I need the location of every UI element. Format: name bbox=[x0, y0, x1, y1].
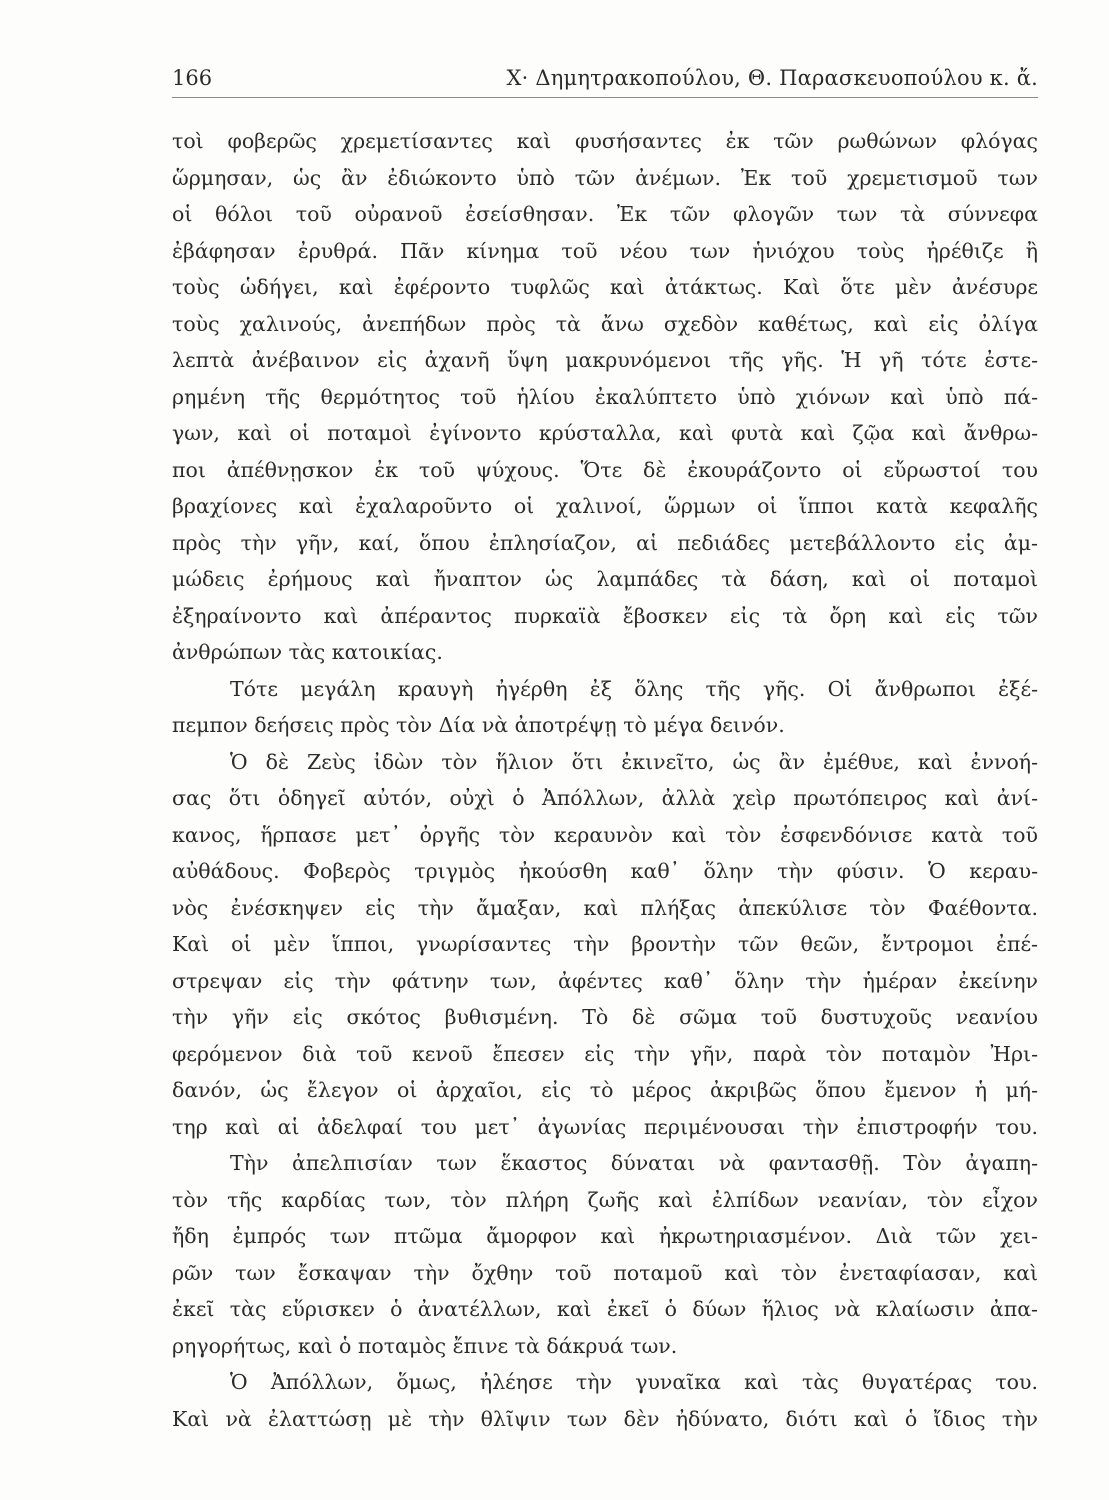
text-line: Τὴν ἀπελπισίαν των ἕκαστος δύναται νὰ φαντασθῇ. Τὸν ἀγαπη- bbox=[230, 1151, 1038, 1175]
text-line: πεμπον δεήσεις πρὸς τὸν Δία νὰ ἀποτρέψῃ τὸ μέγα δεινόν. bbox=[172, 713, 785, 737]
text-line: αὐθάδους. Φοβερὸς τριγμὸς ἠκούσθη καθ᾽ ὅλην τὴν φύσιν. Ὁ κεραυ- bbox=[172, 859, 1038, 883]
text-line: ρηγορήτως, καὶ ὁ ποταμὸς ἔπινε τὰ δάκρυά των. bbox=[172, 1333, 678, 1358]
body-text bbox=[172, 123, 1038, 1437]
text-line: κανος, ἥρπασε μετ᾽ ὀργῆς τὸν κεραυνὸν καὶ τὸν ἐσφενδόνισε κατὰ τοῦ bbox=[172, 822, 1038, 847]
text-line: μώδεις ἐρήμους καὶ ἤναπτον ὡς λαμπάδες τὰ δάση, καὶ οἱ ποταμοὶ bbox=[172, 567, 1038, 591]
running-head: Χ· Δημητρακοπούλου, Θ. Παρασκευοπούλου κ. ἄ. bbox=[506, 66, 1038, 90]
text-line: ρῶν των ἔσκαψαν τὴν ὄχθην τοῦ ποταμοῦ καὶ τὸν ἐνεταφίασαν, καὶ bbox=[172, 1260, 1038, 1285]
text-line: ἐξηραίνοντο καὶ ἀπέραντος πυρκαϊὰ ἔβοσκεν εἰς τὰ ὄρη καὶ εἰς τῶν bbox=[172, 603, 1038, 628]
text-line: Τότε μεγάλη κραυγὴ ἠγέρθη ἐξ ὅλης τῆς γῆς. Οἱ ἄνθρωποι ἐξέ- bbox=[230, 676, 1038, 701]
text-line: τοὶ φοβερῶς χρεμετίσαντες καὶ φυσήσαντες ἐκ τῶν ρωθώνων φλόγας bbox=[172, 129, 1038, 153]
text-line: στρεψαν εἰς τὴν φάτνην των, ἀφέντες καθ᾽ ὅλην τὴν ἡμέραν ἐκείνην bbox=[172, 968, 1038, 993]
text-line: τοὺς χαλινούς, ἀνεπήδων πρὸς τὰ ἄνω σχεδὸν καθέτως, καὶ εἰς ὀλίγα bbox=[172, 311, 1038, 336]
text-line: τὸν τῆς καρδίας των, τὸν πλήρη ζωῆς καὶ ἐλπίδων νεανίαν, τὸν εἶχον bbox=[172, 1187, 1038, 1212]
text-line: οἱ θόλοι τοῦ οὐρανοῦ ἐσείσθησαν. Ἐκ τῶν φλογῶν των τὰ σύννεφα bbox=[172, 202, 1038, 226]
text-line: πρὸς τὴν γῆν, καί, ὅπου ἐπλησίαζον, αἱ πεδιάδες μετεβάλλοντο εἰς ἀμ- bbox=[172, 530, 1038, 555]
text-line: δανόν, ὡς ἔλεγον οἱ ἀρχαῖοι, εἰς τὸ μέρος ἀκριβῶς ὅπου ἔμενον ἡ μή- bbox=[172, 1078, 1038, 1102]
text-line: Καὶ οἱ μὲν ἵπποι, γνωρίσαντες τὴν βροντὴν τῶν θεῶν, ἔντρομοι ἐπέ- bbox=[172, 932, 1038, 956]
text-line: βραχίονες καὶ ἐχαλαροῦντο οἱ χαλινοί, ὥρμων οἱ ἵπποι κατὰ κεφαλῆς bbox=[172, 494, 1038, 518]
text-line: τηρ καὶ αἱ ἀδελφαί του μετ᾽ ἀγωνίας περιμένουσαι τὴν ἐπιστροφήν του. bbox=[172, 1114, 1038, 1139]
text-line: γων, καὶ οἱ ποταμοὶ ἐγίνοντο κρύσταλλα, καὶ φυτὰ καὶ ζῷα καὶ ἄνθρω- bbox=[172, 421, 1038, 445]
text-line: ἀνθρώπων τὰς κατοικίας. bbox=[172, 640, 443, 664]
text-line: ἐκεῖ τὰς εὕρισκεν ὁ ἀνατέλλων, καὶ ἐκεῖ ὁ δύων ἥλιος νὰ κλαίωσιν ἀπα- bbox=[172, 1297, 1038, 1321]
text-line: Ὁ δὲ Ζεὺς ἰδὼν τὸν ἥλιον ὅτι ἐκινεῖτο, ὡς ἂν ἐμέθυε, καὶ ἐννοή- bbox=[230, 749, 1038, 774]
text-line: Καὶ νὰ ἐλαττώσῃ μὲ τὴν θλῖψιν των δὲν ἠδύνατο, διότι καὶ ὁ ἴδιος τὴν bbox=[172, 1406, 1038, 1431]
text-line: ρημένη τῆς θερμότητος τοῦ ἡλίου ἐκαλύπτετο ὑπὸ χιόνων καὶ ὑπὸ πά- bbox=[172, 384, 1038, 409]
text-line: σας ὅτι ὁδηγεῖ αὐτόν, οὐχὶ ὁ Ἀπόλλων, ἀλλὰ χεὶρ πρωτόπειρος καὶ ἀνί- bbox=[172, 786, 1038, 810]
page-number: 166 bbox=[172, 66, 213, 90]
text-line: φερόμενον διὰ τοῦ κενοῦ ἔπεσεν εἰς τὴν γῆν, παρὰ τὸν ποταμὸν Ἠρι- bbox=[172, 1041, 1038, 1066]
text-line: ποι ἀπέθνῃσκον ἐκ τοῦ ψύχους. Ὅτε δὲ ἐκουράζοντο οἱ εὔρωστοί του bbox=[172, 457, 1038, 482]
text-line: λεπτὰ ἀνέβαινον εἰς ἀχανῆ ὕψη μακρυνόμενοι τῆς γῆς. Ἡ γῆ τότε ἐστε- bbox=[172, 348, 1038, 372]
text-line: ἤδη ἐμπρός των πτῶμα ἄμορφον καὶ ἠκρωτηριασμένον. Διὰ τῶν χει- bbox=[172, 1224, 1038, 1248]
page-header bbox=[172, 60, 1038, 96]
text-line: Ὁ Ἀπόλλων, ὅμως, ἠλέησε τὴν γυναῖκα καὶ τὰς θυγατέρας του. bbox=[230, 1370, 1038, 1394]
text-line: ἐβάφησαν ἐρυθρά. Πᾶν κίνημα τοῦ νέου των ἡνιόχου τοὺς ἠρέθιζε ἢ bbox=[172, 238, 1038, 263]
header-rule bbox=[172, 97, 1038, 98]
text-line: νὸς ἐνέσκηψεν εἰς τὴν ἄμαξαν, καὶ πλήξας ἀπεκύλισε τὸν Φαέθοντα. bbox=[172, 895, 1038, 920]
text-line: τοὺς ὡδήγει, καὶ ἐφέροντο τυφλῶς καὶ ἀτάκτως. Καὶ ὅτε μὲν ἀνέσυρε bbox=[172, 275, 1038, 299]
text-line: τὴν γῆν εἰς σκότος βυθισμένη. Τὸ δὲ σῶμα τοῦ δυστυχοῦς νεανίου bbox=[172, 1005, 1038, 1029]
text-line: ὥρμησαν, ὡς ἂν ἐδιώκοντο ὑπὸ τῶν ἀνέμων. Ἐκ τοῦ χρεμετισμοῦ των bbox=[172, 165, 1038, 190]
